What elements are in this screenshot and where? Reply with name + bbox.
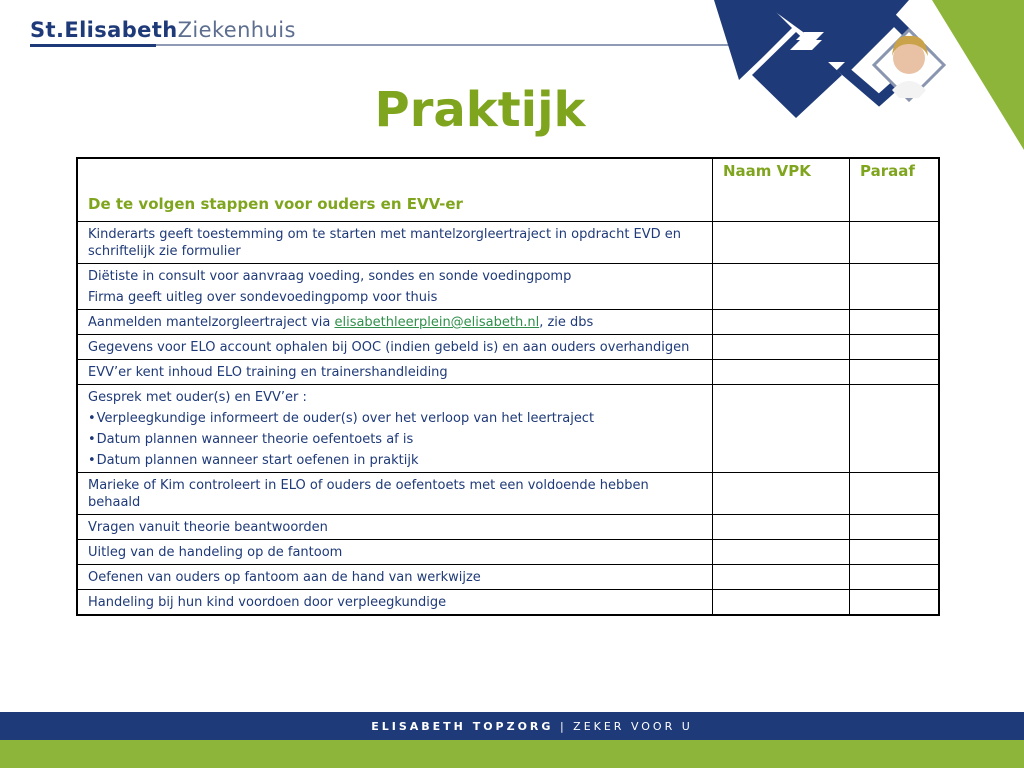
header-steps: De te volgen stappen voor ouders en EVV-er — [77, 158, 713, 222]
step-text: Oefenen van ouders op fantoom aan de hand van werkwijze — [88, 570, 481, 585]
naam-vpk-cell[interactable] — [713, 385, 850, 473]
step-cell — [77, 360, 713, 385]
step-cell — [77, 335, 713, 360]
hospital-brand — [30, 18, 296, 42]
step-text: Vragen vanuit theorie beantwoorden — [88, 520, 328, 535]
footer-slogan-left: ELISABETH TOPZORG — [371, 720, 554, 733]
table-row — [77, 264, 939, 310]
step-text: Gegevens voor ELO account ophalen bij OOC (indien gebeld is) en aan ouders overhandigen — [88, 340, 690, 355]
footer-slogan — [0, 720, 1024, 733]
brand-underline-accent — [30, 44, 156, 47]
step-bullet: • Datum plannen wanneer start oefenen in praktijk — [88, 452, 702, 469]
table-row — [77, 335, 939, 360]
table-row — [77, 222, 939, 264]
header-paraaf: Paraaf — [850, 158, 940, 222]
step-cell — [77, 385, 713, 473]
step-cell — [77, 264, 713, 310]
naam-vpk-cell[interactable] — [713, 473, 850, 515]
step-cell — [77, 473, 713, 515]
table-row — [77, 540, 939, 565]
paraaf-cell[interactable] — [850, 222, 940, 264]
page-title: Praktijk — [374, 82, 586, 138]
step-intro: Gesprek met ouder(s) en EVV’er : — [88, 390, 307, 405]
step-text: Aanmelden mantelzorgleertraject via — [88, 315, 335, 330]
step-bullet: • Datum plannen wanneer theorie oefentoets af is — [88, 431, 702, 448]
step-text: Handeling bij hun kind voordoen door verpleegkundige — [88, 595, 447, 610]
email-link[interactable]: elisabethleerplein@elisabeth.nl — [334, 315, 540, 330]
naam-vpk-cell[interactable] — [713, 590, 850, 616]
paraaf-cell[interactable] — [850, 473, 940, 515]
step-text: Firma geeft uitleg over sondevoedingpomp voor thuis — [88, 290, 438, 305]
step-bullet: • Verpleegkundige informeert de ouder(s) over het verloop van het leertraject — [88, 410, 702, 427]
naam-vpk-cell[interactable] — [713, 335, 850, 360]
naam-vpk-cell[interactable] — [713, 222, 850, 264]
table-row — [77, 565, 939, 590]
naam-vpk-cell[interactable] — [713, 565, 850, 590]
footer-separator: | — [559, 720, 567, 733]
table-row — [77, 515, 939, 540]
paraaf-cell[interactable] — [850, 310, 940, 335]
naam-vpk-cell[interactable] — [713, 515, 850, 540]
step-text: EVV’er kent inhoud ELO training en trainershandleiding — [88, 365, 448, 380]
table-row — [77, 590, 939, 616]
paraaf-cell[interactable] — [850, 540, 940, 565]
table-row — [77, 473, 939, 515]
table-row — [77, 360, 939, 385]
paraaf-cell[interactable] — [850, 565, 940, 590]
footer-slogan-right: ZEKER VOOR U — [573, 720, 693, 733]
table-row — [77, 310, 939, 335]
step-text: Diëtiste in consult voor aanvraag voeding, sondes en sonde voedingpomp — [88, 269, 572, 284]
paraaf-cell[interactable] — [850, 360, 940, 385]
paraaf-cell[interactable] — [850, 515, 940, 540]
paraaf-cell[interactable] — [850, 590, 940, 616]
table-row — [77, 385, 939, 473]
step-cell — [77, 565, 713, 590]
step-text: Marieke of Kim controleert in ELO of ouders de oefentoets met een voldoende hebben behaald — [88, 478, 649, 510]
naam-vpk-cell[interactable] — [713, 360, 850, 385]
step-cell — [77, 310, 713, 335]
paraaf-cell[interactable] — [850, 264, 940, 310]
step-text: Uitleg van de handeling op de fantoom — [88, 545, 343, 560]
naam-vpk-cell[interactable] — [713, 264, 850, 310]
naam-vpk-cell[interactable] — [713, 310, 850, 335]
steps-table — [76, 157, 940, 616]
brand-name-light: Ziekenhuis — [177, 18, 296, 42]
step-cell — [77, 540, 713, 565]
header-naam-vpk: Naam VPK — [713, 158, 850, 222]
step-cell — [77, 222, 713, 264]
step-cell — [77, 590, 713, 616]
paraaf-cell[interactable] — [850, 335, 940, 360]
footer-green-bar — [0, 740, 1024, 768]
paraaf-cell[interactable] — [850, 385, 940, 473]
table-header-row — [77, 158, 939, 222]
naam-vpk-cell[interactable] — [713, 540, 850, 565]
step-cell — [77, 515, 713, 540]
brand-name-bold: St.Elisabeth — [30, 18, 178, 42]
step-text: Kinderarts geeft toestemming om te starten met mantelzorgleertraject in opdracht EVD en schriftelijk zie formulier — [88, 227, 682, 259]
step-text: , zie dbs — [539, 315, 594, 330]
